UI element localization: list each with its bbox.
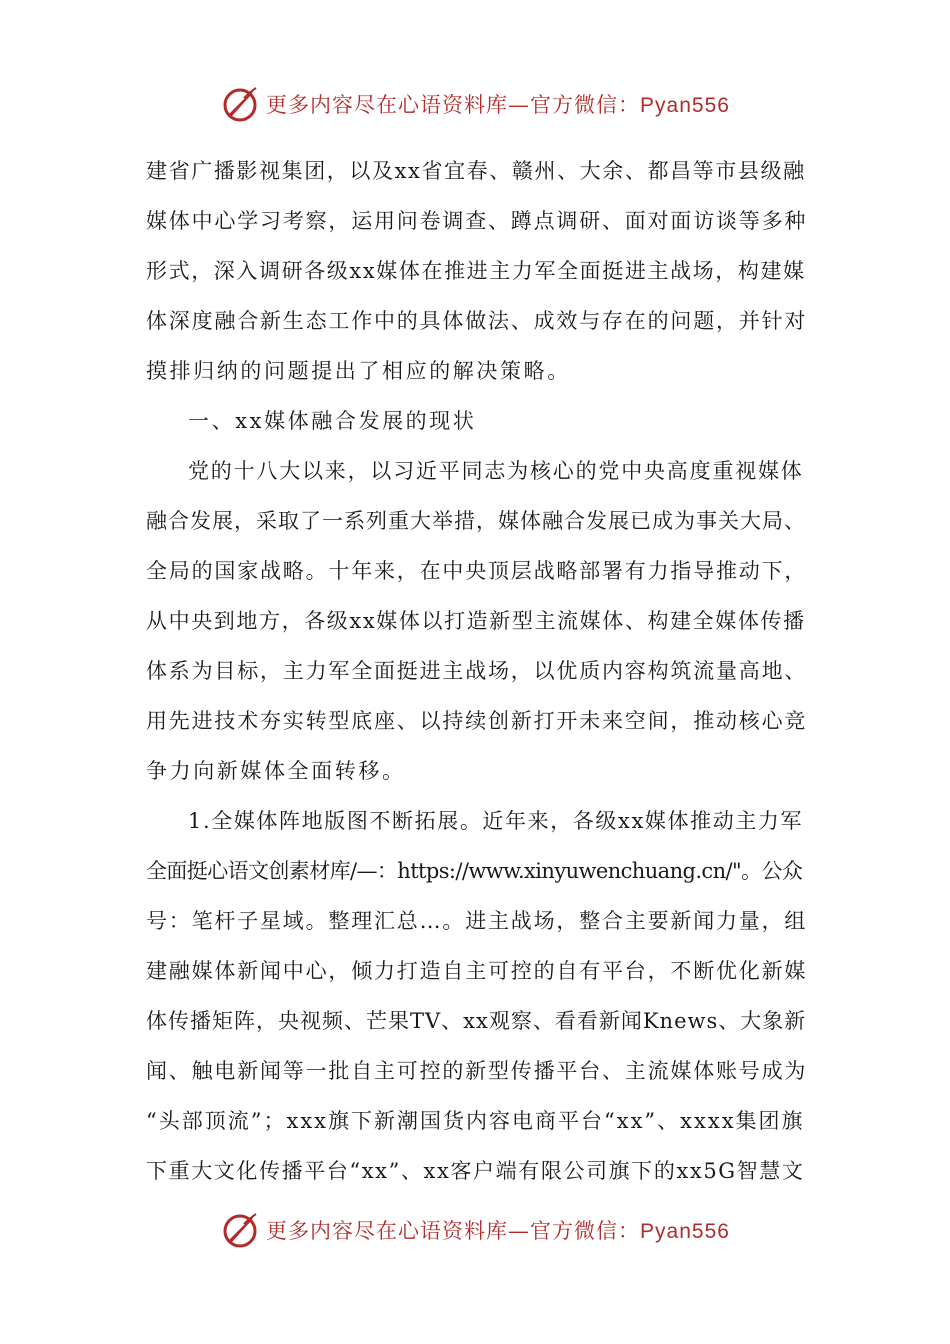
text-line: 号：笔杆子星域。整理汇总…。进主战场，整合主要新闻力量，组 [146,909,808,933]
banner-text: 更多内容尽在心语资料库—官方微信：Pyan556 [266,93,730,117]
footer-banner [0,1208,950,1252]
banner-text: 更多内容尽在心语资料库—官方微信：Pyan556 [266,1219,730,1243]
text-line: 全面挺心语文创素材库/—：https://www.xinyuwenchuang.cn/"。公众 [146,859,803,883]
text-line: 建省广播影视集团，以及xx省宜春、赣州、大余、都昌等市县级融 [146,159,806,183]
text-line: 从中央到地方，各级xx媒体以打造新型主流媒体、构建全媒体传播 [146,609,806,633]
text-line: 形式，深入调研各级xx媒体在推进主力军全面挺进主战场，构建媒 [146,259,806,283]
text-line: 体传播矩阵，央视频、芒果TV、xx观察、看看新闻Knews、大象新 [146,1009,807,1033]
text-line: 建融媒体新闻中心，倾力打造自主可控的自有平台，不断优化新媒 [146,959,808,983]
wechat-id: Pyan556 [640,94,730,117]
quill-pen-logo-icon [220,84,260,124]
text-line: 全局的国家战略。十年来，在中央顶层战略部署有力指导推动下， [146,559,808,583]
text-line: 用先进技术夯实转型底座、以持续创新打开未来空间，推动核心竞 [146,709,808,733]
quill-pen-logo-icon [220,1210,260,1250]
document-body [146,146,808,1196]
text-line: 一、xx媒体融合发展的现状 [188,409,477,433]
header-banner [0,82,950,126]
text-line: 体深度融合新生态工作中的具体做法、成效与存在的问题，并针对 [146,309,808,333]
text-line: 体系为目标，主力军全面挺进主战场，以优质内容构筑流量高地、 [146,659,808,683]
text-line: 摸排归纳的问题提出了相应的解决策略。 [146,359,571,383]
text-line: 媒体中心学习考察，运用问卷调查、蹲点调研、面对面访谈等多种 [146,209,808,233]
text-line: 融合发展，采取了一系列重大举措，媒体融合发展已成为事关大局、 [146,509,806,533]
text-line: 党的十八大以来，以习近平同志为核心的党中央高度重视媒体 [188,459,804,483]
wechat-id: Pyan556 [640,1220,730,1243]
text-line: “头部顶流”；xxx旗下新潮国货内容电商平台“xx”、xxxx集团旗 [146,1109,805,1133]
text-line: 闻、触电新闻等一批自主可控的新型传播平台、主流媒体账号成为 [146,1059,808,1083]
text-line: 争力向新媒体全面转移。 [146,759,406,783]
text-line: 下重大文化传播平台“xx”、xx客户端有限公司旗下的xx5G智慧文 [146,1159,805,1183]
text-line: 1.全媒体阵地版图不断拓展。近年来，各级xx媒体推动主力军 [188,809,804,833]
